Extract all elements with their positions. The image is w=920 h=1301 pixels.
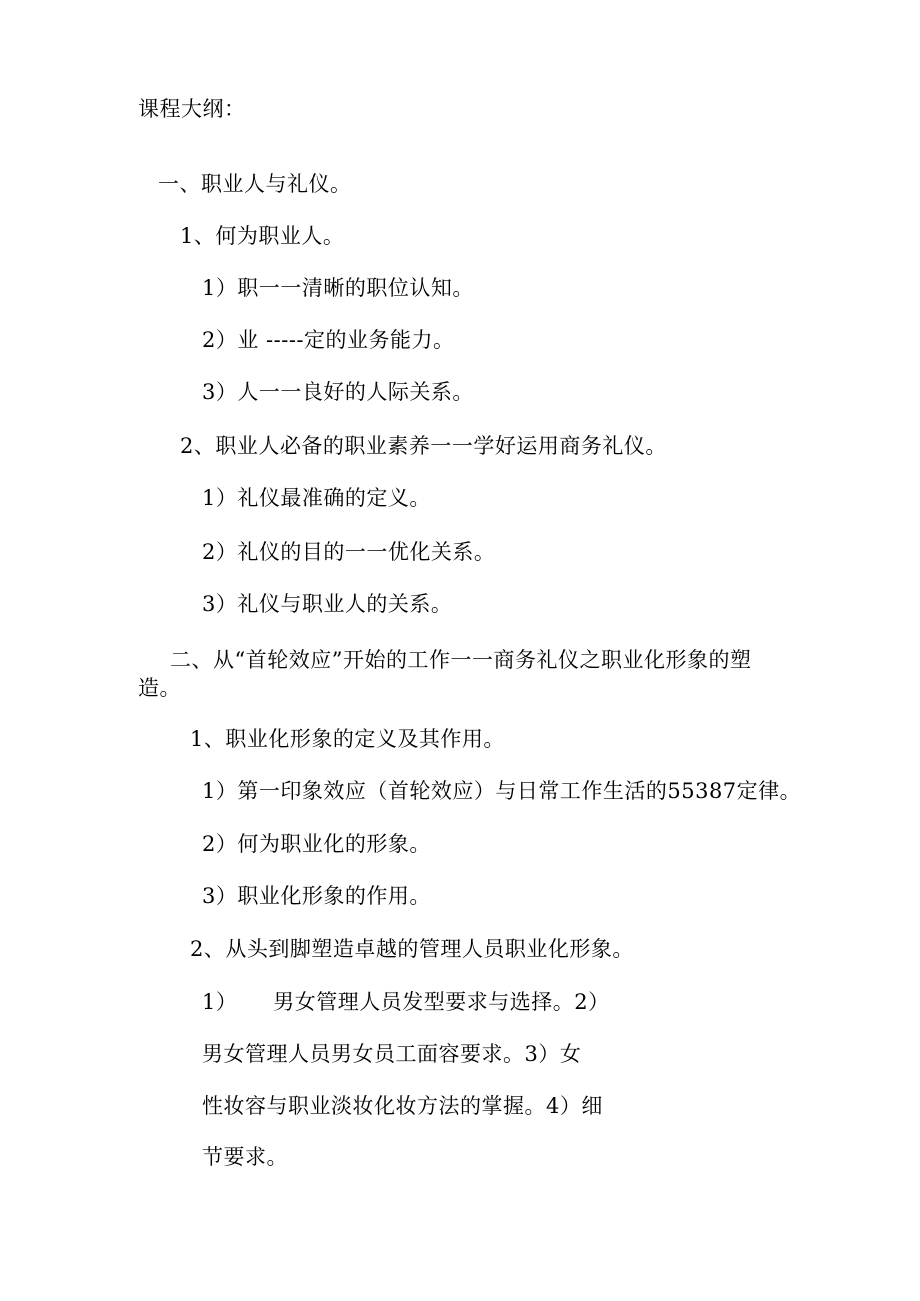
section-heading-1: 一、职业人与礼仪。 [158,172,352,196]
list-item: 2）礼仪的目的一一优化关系。 [202,540,496,564]
list-item: 1）第一印象效应（首轮效应）与日常工作生活的55387定律。 [202,779,802,803]
subsection-heading: 1、何为职业人。 [180,224,345,248]
subsection-heading: 2、从头到脚塑造卓越的管理人员职业化形象。 [190,937,634,961]
list-item-continued: 性妆容与职业淡妆化妆方法的掌握。4）细 [202,1094,603,1118]
list-item-continued: 节要求。 [202,1145,288,1169]
list-item: 1） 男女管理人员发型要求与选择。2） [202,990,610,1014]
list-item: 1）礼仪最准确的定义。 [202,486,431,510]
list-item: 2）何为职业化的形象。 [202,832,431,856]
document-heading: 课程大纲： [138,97,246,121]
list-item: 3）职业化形象的作用。 [202,884,431,908]
section-heading-2: 二、从“首轮效应”开始的工作一一商务礼仪之职业化形象的塑造。 [138,648,752,700]
list-item: 2）业 -----定的业务能力。 [202,328,455,352]
list-item: 1）职一一清晰的职位认知。 [202,276,474,300]
list-item-continued: 男女管理人员男女员工面容要求。3）女 [202,1042,582,1066]
list-item: 3）礼仪与职业人的关系。 [202,592,453,616]
subsection-heading: 1、职业化形象的定义及其作用。 [190,727,505,751]
subsection-heading: 2、职业人必备的职业素养一一学好运用商务礼仪。 [180,434,667,458]
list-item: 3）人一一良好的人际关系。 [202,380,474,404]
